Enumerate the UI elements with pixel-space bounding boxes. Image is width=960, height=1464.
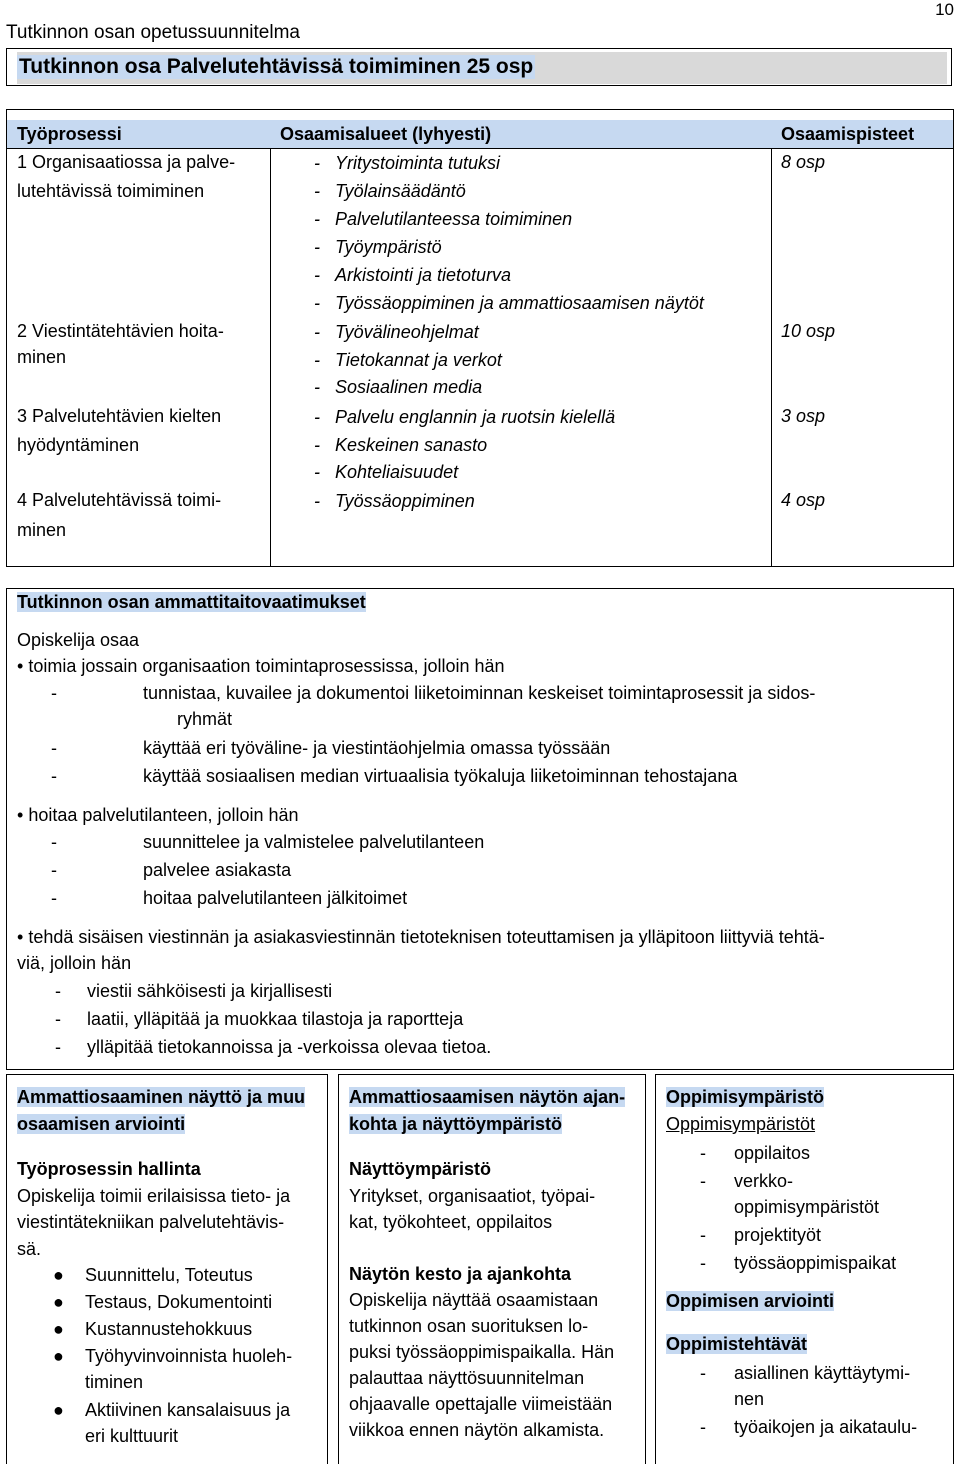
column-divider	[270, 148, 271, 566]
dash: -	[51, 860, 57, 880]
requirement-item: hoitaa palvelutilanteen jälkitoimet	[143, 888, 408, 908]
requirement-bullet: • toimia jossain organisaation toimintaprosessissa, jolloin hän	[17, 656, 505, 676]
col1-bullet-item: Aktiivinen kansalaisuus ja	[85, 1400, 291, 1420]
dash: -	[55, 981, 61, 1001]
dash: -	[51, 683, 57, 703]
col1-bullet-item-cont: eri kulttuurit	[85, 1426, 179, 1446]
requirements-heading: Tutkinnon osan ammattitaitovaatimukset	[17, 592, 366, 612]
requirement-bullet-cont: viä, jolloin hän	[17, 953, 132, 973]
area-item: - Palvelu englannin ja ruotsin kielellä	[314, 407, 616, 427]
bullet: ●	[53, 1400, 64, 1420]
col2-heading-line2: kohta ja näyttöympäristö	[349, 1114, 563, 1134]
dash: -	[700, 1253, 706, 1273]
col1-bullet-item: Työhyvinvoinnista huoleh-	[85, 1346, 293, 1366]
col2-text: ohjaavalle opettajalle viimeistään	[349, 1394, 613, 1414]
col1-heading-line2: osaamisen arviointi	[17, 1114, 186, 1134]
dash: -	[700, 1225, 706, 1245]
requirement-item: palvelee asiakasta	[143, 860, 292, 880]
area-item: - Sosiaalinen media	[314, 377, 483, 397]
requirement-item: ylläpitää tietokannoissa ja -verkoissa olevaa tietoa.	[87, 1037, 492, 1057]
learning-environment-column	[655, 1074, 954, 1464]
curriculum-table	[6, 109, 954, 567]
col1-bullet-item: Suunnittelu, Toteutus	[85, 1265, 253, 1285]
row2-process-line2: minen	[17, 347, 67, 367]
col3-task: työaikojen ja aikataulu-	[734, 1417, 918, 1437]
assessment-column	[6, 1074, 328, 1464]
col1-text: viestintätekniikan palvelutehtävis-	[17, 1212, 285, 1232]
col2-text: tutkinnon osan suorituksen lo-	[349, 1316, 589, 1336]
requirement-item-cont: ryhmät	[177, 709, 233, 729]
col3-subheading: Oppimisympäristöt	[666, 1114, 816, 1134]
col2-subheading: Näytön kesto ja ajankohta	[349, 1264, 572, 1284]
area-item: - Työympäristö	[314, 237, 442, 257]
demonstration-column	[338, 1074, 646, 1464]
dash: -	[700, 1417, 706, 1437]
area-item: - Kohteliaisuudet	[314, 462, 459, 482]
col2-text: viikkoa ennen näytön alkamista.	[349, 1420, 605, 1440]
row1-process-line1: 1 Organisaatiossa ja palve-	[17, 152, 236, 172]
col3-item: verkko-	[734, 1171, 794, 1191]
dash: -	[700, 1363, 706, 1383]
requirement-item: tunnistaa, kuvailee ja dokumentoi liiketoiminnan keskeiset toimintaprosessit ja sidos-	[143, 683, 816, 703]
col1-heading-line1: Ammattiosaaminen näyttö ja muu	[17, 1087, 306, 1107]
area-item: - Työlainsäädäntö	[314, 181, 466, 201]
requirement-item: käyttää sosiaalisen median virtuaalisia työkaluja liiketoiminnan tehostajana	[143, 766, 738, 786]
requirement-bullet: • tehdä sisäisen viestinnän ja asiakasviestinnän tietoteknisen toteuttamisen ja ylläpitoon liittyviä tehtä-	[17, 927, 825, 947]
row4-process-line1: 4 Palvelutehtävissä toimi-	[17, 490, 222, 510]
col3-item: projektityöt	[734, 1225, 822, 1245]
bullet: ●	[53, 1292, 64, 1312]
row4-process-line2: minen	[17, 520, 67, 540]
requirements-box	[6, 588, 954, 1070]
area-item: - Yritystoiminta tutuksi	[314, 153, 501, 173]
header-points: Osaamispisteet	[781, 124, 915, 144]
area-item: - Työssäoppiminen	[314, 491, 475, 511]
requirement-bullet: • hoitaa palvelutilanteen, jolloin hän	[17, 805, 299, 825]
col1-bullet-item: Kustannustehokkuus	[85, 1319, 253, 1339]
row2-process-line1: 2 Viestintätehtävien hoita-	[17, 321, 224, 341]
col1-subheading: Työprosessin hallinta	[17, 1159, 201, 1179]
col3-heading3: Oppimistehtävät	[666, 1334, 808, 1354]
col1-bullet-item-cont: timinen	[85, 1372, 144, 1392]
col3-task: asiallinen käyttäytymi-	[734, 1363, 911, 1383]
col2-heading-line1: Ammattiosaamisen näytön ajan-	[349, 1087, 626, 1107]
module-title: Tutkinnon osa Palvelutehtävissä toimiminen 25 osp	[19, 55, 534, 78]
col1-bullet-item: Testaus, Dokumentointi	[85, 1292, 273, 1312]
bullet: ●	[53, 1346, 64, 1366]
area-item: - Työvälineohjelmat	[314, 322, 479, 342]
requirements-intro: Opiskelija osaa	[17, 630, 140, 650]
col2-text: Opiskelija näyttää osaamistaan	[349, 1290, 599, 1310]
dash: -	[55, 1009, 61, 1029]
area-item: - Arkistointi ja tietoturva	[314, 265, 512, 285]
col3-heading: Oppimisympäristö	[666, 1087, 825, 1107]
dash: -	[700, 1171, 706, 1191]
col1-text: Opiskelija toimii erilaisissa tieto- ja	[17, 1186, 291, 1206]
area-item: - Työssäoppiminen ja ammattiosaamisen näytöt	[314, 293, 704, 313]
requirement-item: käyttää eri työväline- ja viestintäohjelmia omassa työssään	[143, 738, 611, 758]
requirement-item: laatii, ylläpitää ja muokkaa tilastoja ja raportteja	[87, 1009, 464, 1029]
col2-text: palauttaa näyttösuunnitelman	[349, 1368, 585, 1388]
col2-subheading: Näyttöympäristö	[349, 1159, 492, 1179]
dash: -	[55, 1037, 61, 1057]
header-divider	[7, 148, 953, 149]
col3-item: oppilaitos	[734, 1143, 811, 1163]
col3-item: työssäoppimispaikat	[734, 1253, 897, 1273]
header-process: Työprosessi	[17, 124, 122, 144]
area-item: - Tietokannat ja verkot	[314, 350, 502, 370]
col1-text: sä.	[17, 1239, 42, 1259]
column-divider	[771, 148, 772, 566]
row3-points: 3 osp	[781, 406, 826, 426]
row3-process-line1: 3 Palvelutehtävien kielten	[17, 406, 222, 426]
row1-process-line2: lutehtävissä toimiminen	[17, 181, 205, 201]
dash: -	[51, 832, 57, 852]
requirement-item: suunnittelee ja valmistelee palvelutilanteen	[143, 832, 485, 852]
header-areas: Osaamisalueet (lyhyesti)	[280, 124, 492, 144]
col2-text: puksi työssäoppimispaikalla. Hän	[349, 1342, 615, 1362]
col3-item-cont: oppimisympäristöt	[734, 1197, 880, 1217]
page-number: 10	[935, 0, 954, 19]
col3-heading2: Oppimisen arviointi	[666, 1291, 835, 1311]
row3-process-line2: hyödyntäminen	[17, 435, 140, 455]
col2-text: kat, työkohteet, oppilaitos	[349, 1212, 553, 1232]
requirement-item: viestii sähköisesti ja kirjallisesti	[87, 981, 333, 1001]
col2-text: Yritykset, organisaatiot, työpai-	[349, 1186, 596, 1206]
row4-points: 4 osp	[781, 490, 826, 510]
area-item: - Keskeinen sanasto	[314, 435, 488, 455]
dash: -	[700, 1143, 706, 1163]
dash: -	[51, 888, 57, 908]
row2-points: 10 osp	[781, 321, 836, 341]
bullet: ●	[53, 1319, 64, 1339]
dash: -	[51, 738, 57, 758]
col3-task-cont: nen	[734, 1389, 765, 1409]
area-item: - Palvelutilanteessa toimiminen	[314, 209, 573, 229]
bullet: ●	[53, 1265, 64, 1285]
module-title-box	[6, 48, 952, 86]
document-title: Tutkinnon osan opetussuunnitelma	[6, 22, 300, 43]
dash: -	[51, 766, 57, 786]
row1-points: 8 osp	[781, 152, 826, 172]
